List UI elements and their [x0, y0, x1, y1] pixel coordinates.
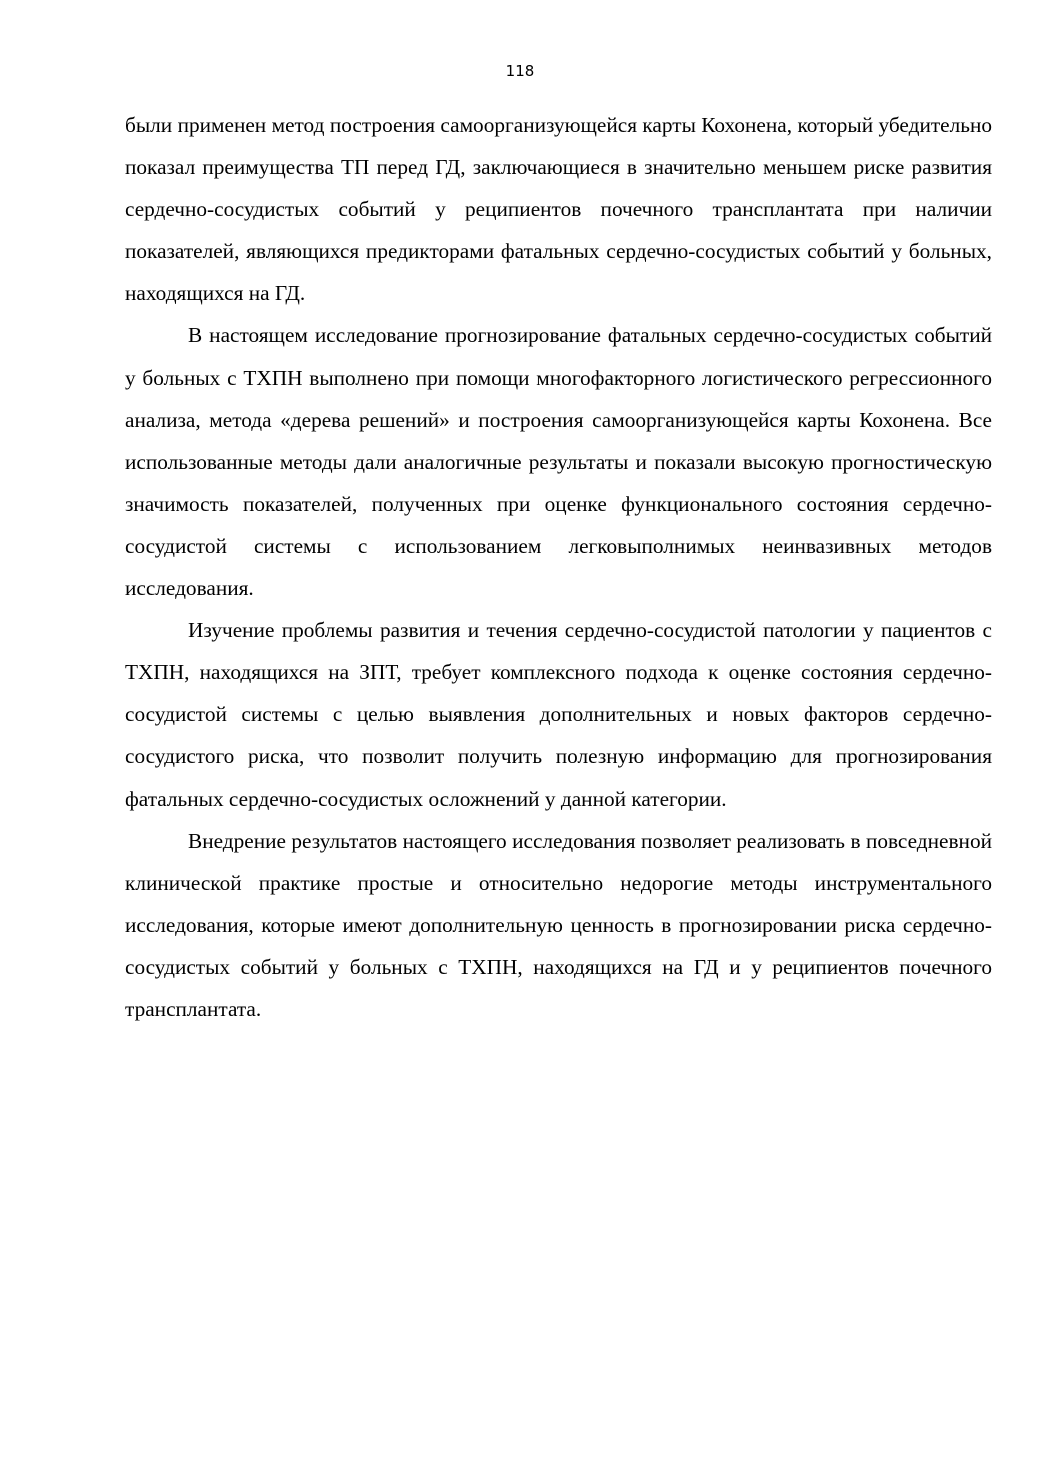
page-number: 118 [505, 62, 535, 80]
paragraph-2: В настоящем исследование прогнозирование фатальных сердечно-сосудистых событий у больных с ТХПН выполнено при помощи многофакторного логистического регрессионного анализа, метода «дерева решений» и построения самоорганизующейся карты Кохонена. Все использованные методы дали аналогичные результаты и показали высокую прогностическую значимость показателей, полученных при оценке функционального состояния сердечно-сосудистой системы с использованием легковыполнимых неинвазивных методов исследования. [125, 323, 992, 601]
paragraph-1: были применен метод построения самоорганизующейся карты Кохонена, который убедительно показал преимущества ТП перед ГД, заключающиеся в значительно меньшем риске развития сердечно-сосудистых событий у реципиентов почечного трансплантата при наличии показателей, являющихся предикторами фатальных сердечно-сосудистых событий у больных, находящихся на ГД. [125, 113, 992, 306]
paragraph-3: Изучение проблемы развития и течения сердечно-сосудистой патологии у пациентов с ТХПН, находящихся на ЗПТ, требует комплексного подхода к оценке состояния сердечно-сосудистой системы с целью выявления дополнительных и новых факторов сердечно-сосудистого риска, что позволит получить полезную информацию для прогнозирования фатальных сердечно-сосудистых осложнений у данной категории. [125, 618, 992, 811]
body-text [125, 104, 992, 1030]
paragraph-4: Внедрение результатов настоящего исследования позволяет реализовать в повседневной клинической практике простые и относительно недорогие методы инструментального исследования, которые имеют дополнительную ценность в прогнозировании риска сердечно-сосудистых событий у больных с ТХПН, находящихся на ГД и у реципиентов почечного трансплантата. [125, 828, 992, 1021]
